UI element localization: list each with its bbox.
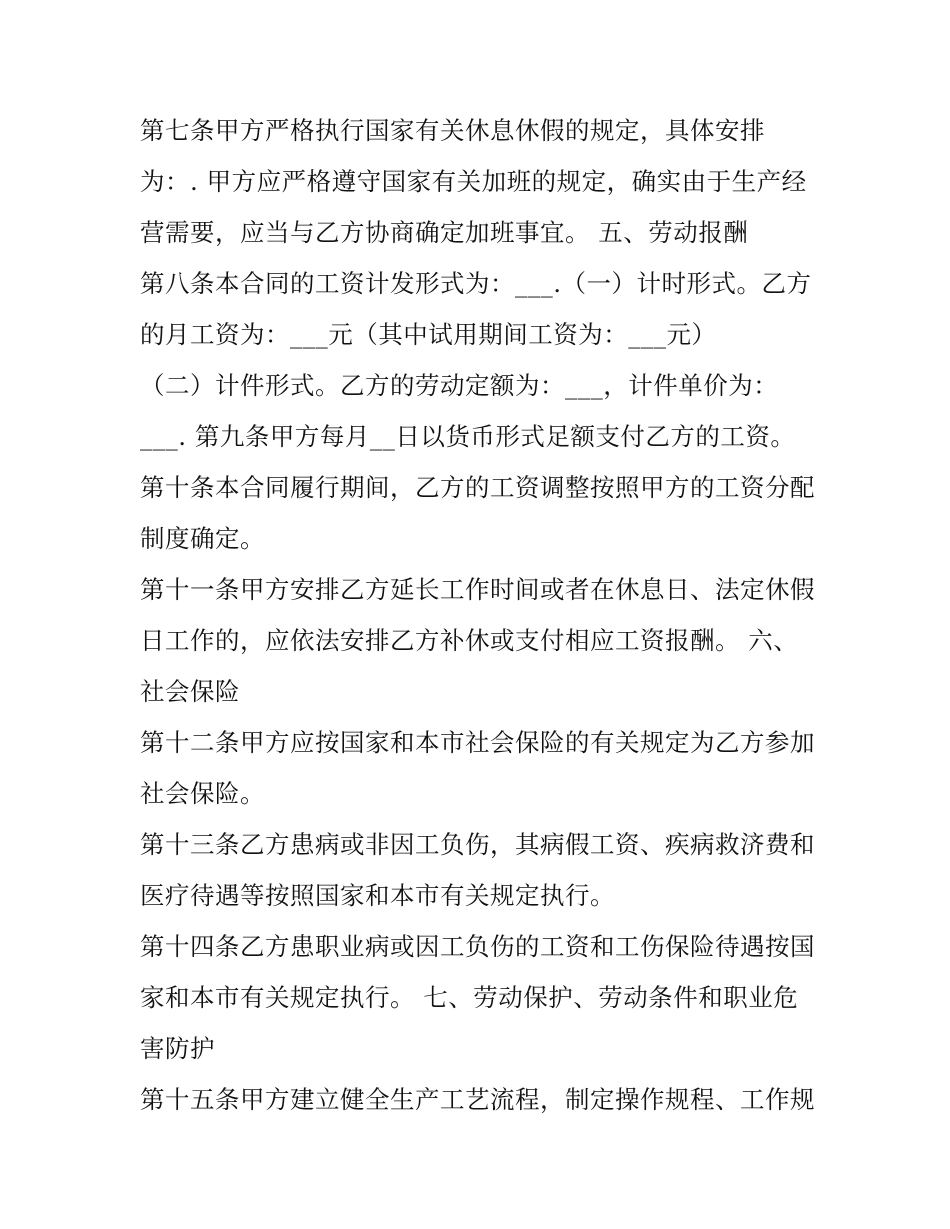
- text-line-13: 第十二条甲方应按国家和本市社会保险的有关规定为乙方参加: [140, 728, 815, 757]
- text-line-18: 家和本市有关规定执行。 七、劳动保护、劳动条件和职业危: [140, 983, 799, 1012]
- text-line-2: 为：. 甲方应严格遵守国家有关加班的规定，确实由于生产经: [140, 167, 807, 196]
- text-line-7: ___. 第九条甲方每月__日以货币形式足额支付乙方的工资。: [140, 422, 796, 451]
- text-line-1: 第七条甲方严格执行国家有关休息休假的规定，具体安排: [140, 116, 765, 145]
- text-line-6: （二）计件形式。乙方的劳动定额为：___，计件单价为：: [140, 371, 779, 400]
- text-line-12: 社会保险: [140, 677, 240, 706]
- text-line-3: 营需要，应当与乙方协商确定加班事宜。 五、劳动报酬: [140, 218, 749, 247]
- text-line-15: 第十三条乙方患病或非因工负伤，其病假工资、疾病救济费和: [140, 830, 815, 859]
- text-line-20: 第十五条甲方建立健全生产工艺流程，制定操作规程、工作规: [140, 1085, 815, 1114]
- text-line-4: 第八条本合同的工资计发形式为：___.（一）计时形式。乙方: [140, 269, 812, 298]
- text-line-17: 第十四条乙方患职业病或因工负伤的工资和工伤保险待遇按国: [140, 932, 815, 961]
- text-line-10: 第十一条甲方安排乙方延长工作时间或者在休息日、法定休假: [140, 575, 815, 604]
- text-line-19: 害防护: [140, 1034, 215, 1063]
- text-line-16: 医疗待遇等按照国家和本市有关规定执行。: [140, 881, 615, 910]
- text-line-14: 社会保险。: [140, 779, 265, 808]
- text-line-9: 制度确定。: [140, 524, 265, 553]
- document-body: [140, 105, 820, 1125]
- text-line-5: 的月工资为：___元（其中试用期间工资为：___元）: [140, 320, 717, 349]
- text-line-8: 第十条本合同履行期间，乙方的工资调整按照甲方的工资分配: [140, 473, 815, 502]
- text-line-11: 日工作的，应依法安排乙方补休或支付相应工资报酬。 六、: [140, 626, 799, 655]
